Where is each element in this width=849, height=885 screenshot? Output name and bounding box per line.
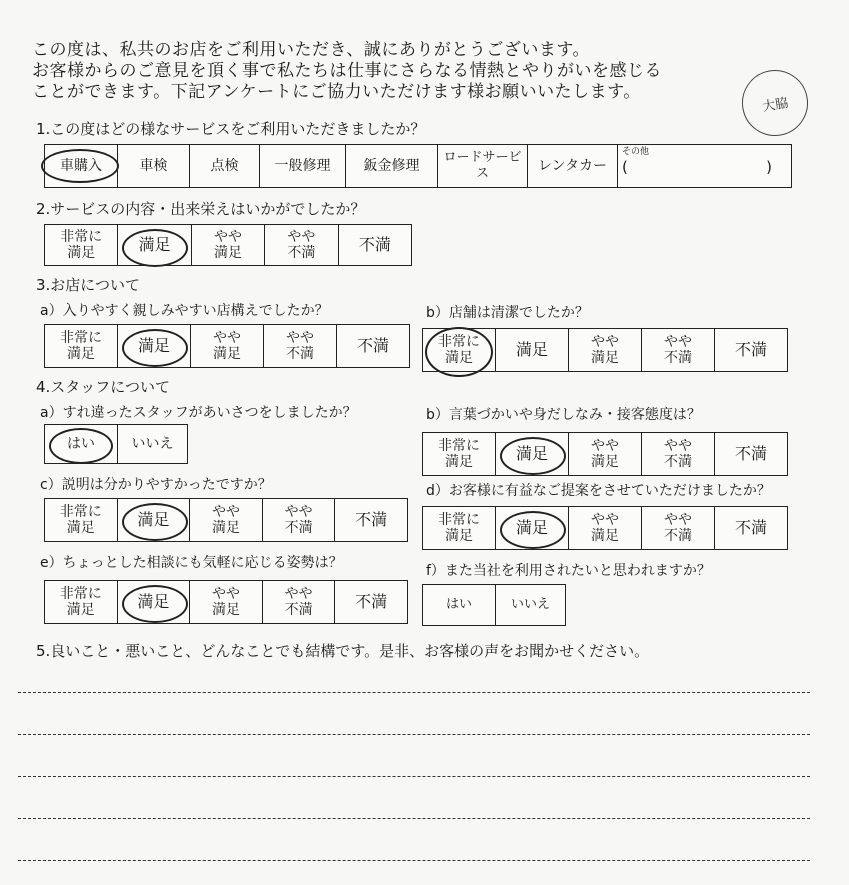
q3a-option-satisfied[interactable] (117, 325, 190, 367)
scale-label: 非常に 満足 (438, 512, 480, 544)
scale-label: やや 満足 (211, 504, 240, 536)
scale-label: 非常に 満足 (59, 504, 102, 536)
scale-label: やや 満足 (591, 512, 619, 544)
comment-line-3[interactable] (18, 776, 810, 777)
q3a-option-very-satisfied[interactable] (45, 325, 117, 367)
q3b-option-dissatisfied[interactable] (714, 329, 787, 371)
q4b-option-somewhat-dissatisfied[interactable] (641, 433, 714, 475)
q4b-option-dissatisfied[interactable] (714, 433, 787, 475)
q4b-scale (422, 432, 788, 476)
q1-option-car-purchase[interactable]: 車購入 (45, 145, 117, 187)
scale-label: 非常に 満足 (60, 330, 102, 362)
q4a-no[interactable]: いいえ (117, 425, 187, 463)
q4c-option-somewhat-satisfied[interactable] (189, 499, 262, 541)
scale-label: 非常に 満足 (60, 229, 103, 261)
scale-label: 非常に 満足 (438, 334, 480, 366)
scale-label: やや 不満 (287, 229, 316, 261)
comment-line-5[interactable] (18, 860, 810, 861)
q2-option-very-satisfied[interactable] (45, 225, 117, 265)
q4b-label: b）言葉づかいや身だしなみ・接客態度は？ (426, 407, 701, 423)
comment-line-1[interactable] (18, 692, 810, 693)
q2-title: 2.サービスの内容・出来栄えはいかがでしたか？ (36, 200, 366, 218)
q4c-scale (44, 498, 408, 542)
scale-label: やや 満足 (591, 438, 619, 470)
q2-scale (44, 224, 412, 266)
scale-label: やや 満足 (591, 334, 619, 366)
scale-label: やや 不満 (284, 586, 313, 618)
intro-line-3: ことができます。下記アンケートにご協力いただけます様お願いいたします。 (32, 82, 641, 102)
scale-label: やや 不満 (664, 438, 692, 470)
scale-label: 満足 (515, 340, 548, 359)
scale-label: 満足 (137, 336, 170, 355)
q4e-scale (44, 580, 408, 624)
q1-options (44, 144, 792, 188)
q4d-option-satisfied[interactable] (495, 507, 568, 549)
q1-option-rental-car[interactable]: レンタカー (527, 145, 617, 187)
scale-label: 満足 (138, 235, 171, 254)
q4a-label: a）すれ違ったスタッフがあいさつをしましたか？ (40, 405, 357, 421)
q3a-label: a）入りやすく親しみやすい店構えでしたか？ (40, 303, 329, 319)
q4f-label: f）また当社を利用されたいと思われますか？ (426, 563, 711, 579)
scale-label: 不満 (358, 235, 391, 254)
q4a-options (44, 424, 188, 464)
q4e-option-dissatisfied[interactable] (334, 581, 407, 623)
q1-option-inspection[interactable]: 点検 (189, 145, 259, 187)
scale-label: 不満 (734, 518, 767, 537)
q3b-scale (422, 328, 788, 372)
q2-option-dissatisfied[interactable] (338, 225, 411, 265)
q4e-option-very-satisfied[interactable] (45, 581, 117, 623)
q2-option-somewhat-satisfied[interactable] (191, 225, 264, 265)
q4c-label: c）説明は分かりやすかったですか？ (40, 477, 272, 493)
scale-label: やや 不満 (284, 504, 313, 536)
q3a-option-somewhat-dissatisfied[interactable] (263, 325, 336, 367)
q4f-yes[interactable]: はい (445, 597, 472, 612)
scale-label: 不満 (356, 336, 389, 355)
scale-label: やや 満足 (211, 586, 240, 618)
q3b-label: b）店舗は清潔でしたか？ (426, 305, 589, 321)
q4b-option-satisfied[interactable] (495, 433, 568, 475)
scale-label: やや 満足 (214, 229, 243, 261)
scale-label: やや 不満 (664, 512, 692, 544)
q4c-option-very-satisfied[interactable] (45, 499, 117, 541)
q1-option-shaken[interactable]: 車検 (117, 145, 189, 187)
q4d-scale (422, 506, 788, 550)
scale-label: 非常に 満足 (438, 438, 480, 470)
q1-option-road-service[interactable]: ロードサービス (437, 145, 527, 187)
q3b-option-satisfied[interactable] (495, 329, 568, 371)
q4d-option-somewhat-dissatisfied[interactable] (641, 507, 714, 549)
scale-label: 不満 (355, 592, 388, 611)
scale-label: 不満 (734, 444, 767, 463)
intro-line-1: この度は、私共のお店をご利用いただき、誠にありがとうございます。 (32, 40, 590, 60)
q4f-options (422, 584, 566, 626)
q4e-option-somewhat-dissatisfied[interactable] (262, 581, 335, 623)
q4f-no[interactable]: いいえ (495, 585, 565, 625)
q4a-yes[interactable]: はい (45, 425, 117, 463)
comment-line-4[interactable] (18, 818, 810, 819)
q4e-option-somewhat-satisfied[interactable] (189, 581, 262, 623)
scale-label: 満足 (515, 518, 548, 537)
scale-label: 満足 (515, 444, 548, 463)
other-label: その他 (622, 147, 650, 157)
scale-label: 不満 (734, 340, 767, 359)
q3a-option-somewhat-satisfied[interactable] (190, 325, 263, 367)
q4c-option-somewhat-dissatisfied[interactable] (262, 499, 335, 541)
scale-label: 非常に 満足 (59, 586, 102, 618)
scale-label: 不満 (355, 510, 388, 529)
q4d-label: d）お客様に有益なご提案をさせていただけましたか？ (426, 483, 771, 499)
intro-text (32, 40, 662, 103)
q4e-option-satisfied[interactable] (117, 581, 190, 623)
comment-line-2[interactable] (18, 734, 810, 735)
q4d-option-somewhat-satisfied[interactable] (568, 507, 641, 549)
scale-label: 満足 (137, 510, 170, 529)
q3a-scale (44, 324, 410, 368)
q1-option-general-repair[interactable]: 一般修理 (259, 145, 345, 187)
q4c-option-satisfied[interactable] (117, 499, 190, 541)
q4e-label: e）ちょっとした相談にも気軽に応じる姿勢は？ (40, 555, 343, 571)
scale-label: やや 不満 (286, 330, 314, 362)
signature-stamp: 大脇 (737, 65, 813, 141)
q1-option-body-repair[interactable]: 鈑金修理 (345, 145, 437, 187)
q4d-option-dissatisfied[interactable] (714, 507, 787, 549)
q5-title: 5.良いこと・悪いこと、どんなことでも結構です。是非、お客様の声をお聞かせください。 (36, 642, 650, 660)
scale-label: 満足 (137, 592, 170, 611)
q3b-option-somewhat-satisfied[interactable] (568, 329, 641, 371)
q1-option-other[interactable]: その他 ( ) (617, 145, 791, 187)
q4b-option-somewhat-satisfied[interactable] (568, 433, 641, 475)
scale-label: やや 満足 (213, 330, 241, 362)
intro-line-2: お客様からのご意見を頂く事で私たちは仕事にさらなる情熱とやりがいを感じる (32, 61, 662, 81)
q3-title: 3.お店について (36, 276, 141, 294)
q4b-option-very-satisfied[interactable] (423, 433, 495, 475)
q3b-option-very-satisfied[interactable] (423, 329, 495, 371)
q3b-option-somewhat-dissatisfied[interactable] (641, 329, 714, 371)
q2-option-satisfied[interactable] (117, 225, 190, 265)
q4-title: 4.スタッフについて (36, 378, 171, 396)
q4c-option-dissatisfied[interactable] (334, 499, 407, 541)
q3a-option-dissatisfied[interactable] (336, 325, 409, 367)
q4d-option-very-satisfied[interactable] (423, 507, 495, 549)
q1-title: 1.この度はどの様なサービスをご利用いただきましたか？ (36, 120, 426, 138)
scale-label: やや 不満 (664, 334, 692, 366)
q2-option-somewhat-dissatisfied[interactable] (264, 225, 337, 265)
